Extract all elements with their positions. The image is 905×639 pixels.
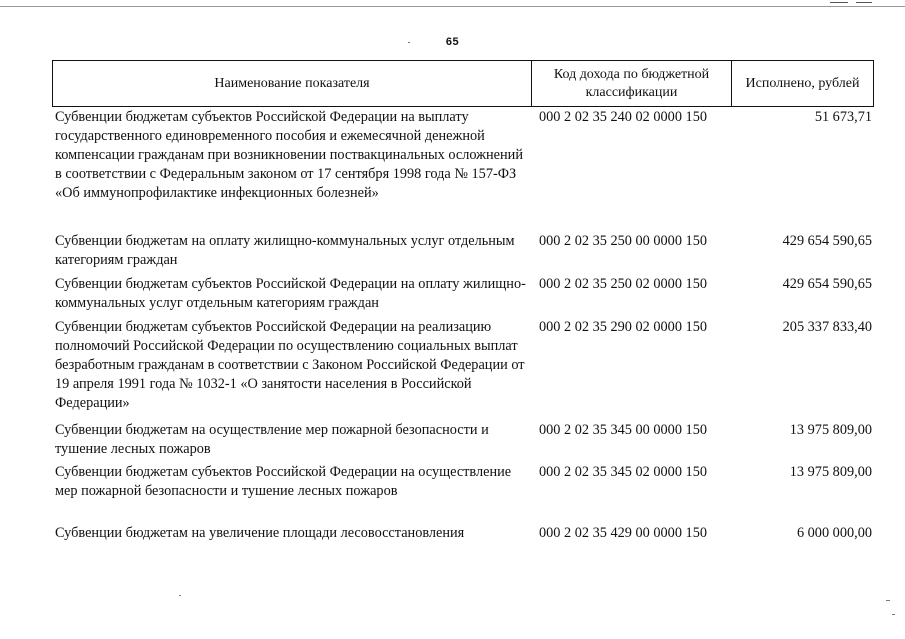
row-name: Субвенции бюджетам на увеличение площади лесовосстановления — [55, 525, 465, 541]
row-code: 000 2 02 35 429 00 0000 150 — [539, 525, 707, 541]
top-rule — [0, 6, 905, 7]
row-amount: 6 000 000,00 — [796, 525, 872, 541]
scan-speck — [179, 595, 181, 596]
row-name: Субвенции бюджетам на осуществление мер пожарной безопасности и тушение лесных пожаров — [55, 422, 489, 457]
scan-speck — [892, 614, 895, 615]
corner-mark — [830, 2, 848, 3]
corner-mark — [856, 2, 872, 3]
header-code: Код дохода по бюджетной классификации — [532, 61, 732, 106]
header-name: Наименование показателя — [53, 61, 532, 106]
row-code: 000 2 02 35 345 02 0000 150 — [539, 464, 707, 480]
scan-speck — [886, 600, 890, 601]
row-name: Субвенции бюджетам субъектов Российской Федерации на выплату государственного единовременного пособия и ежемесячной денежной компенсации гражданам при возникновении поствакцинальных осложнений в соответствии с Федеральным законом от 17 сентября 1998 года № 157-ФЗ «Об иммунопрофилактике инфекционных болезней» — [55, 109, 523, 201]
row-code: 000 2 02 35 250 00 0000 150 — [539, 233, 707, 249]
row-amount: 13 975 809,00 — [789, 422, 872, 438]
row-name: Субвенции бюджетам субъектов Российской Федерации на осуществление мер пожарной безопасности и тушение лесных пожаров — [55, 464, 512, 499]
row-name: Субвенции бюджетам субъектов Российской Федерации на реализацию полномочий Российской Федерации по осуществлению социальных выплат безработным гражданам в соответствии с Законом Российской Федерации от 19 апреля 1991 года № 1032-1 «О занятости населения в Российской Федерации» — [55, 319, 525, 411]
row-amount: 13 975 809,00 — [789, 464, 872, 480]
row-code: 000 2 02 35 250 02 0000 150 — [539, 276, 707, 292]
row-code: 000 2 02 35 240 02 0000 150 — [539, 109, 707, 125]
row-amount: 429 654 590,65 — [782, 276, 872, 292]
header-amount: Исполнено, рублей — [745, 75, 860, 91]
row-amount: 429 654 590,65 — [782, 233, 872, 249]
row-name: Субвенции бюджетам на оплату жилищно-коммунальных услуг отдельным категориям граждан — [55, 233, 515, 268]
row-code: 000 2 02 35 290 02 0000 150 — [539, 319, 707, 335]
row-amount: 51 673,71 — [814, 109, 872, 125]
page-number: 65 — [445, 36, 460, 48]
row-name: Субвенции бюджетам субъектов Российской Федерации на оплату жилищно-коммунальных услуг отдельным категориям граждан — [55, 276, 526, 311]
scan-speck — [408, 42, 410, 43]
table-header — [52, 60, 874, 107]
row-code: 000 2 02 35 345 00 0000 150 — [539, 422, 707, 438]
row-amount: 205 337 833,40 — [782, 319, 872, 335]
